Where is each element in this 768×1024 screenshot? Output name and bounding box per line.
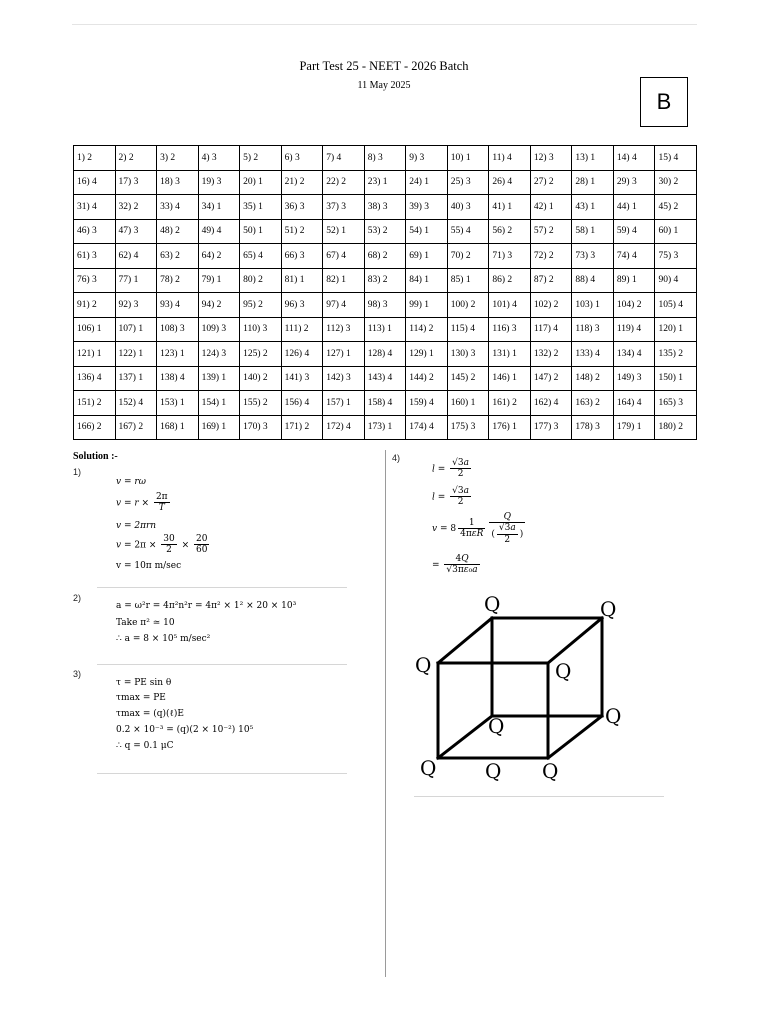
answer-cell: 171) 2	[281, 415, 323, 440]
answer-cell: 70) 2	[447, 244, 489, 269]
answer-row	[74, 219, 697, 244]
answer-cell: 97) 4	[323, 293, 365, 318]
solution-4-line: v = 8 $\frac{1}{\text{4πεR}}$ Q ( $\frac{√3a}{2}$ )	[432, 512, 524, 545]
solution-1-number: 1)	[73, 467, 82, 477]
answer-cell: 180) 2	[655, 415, 697, 440]
answer-cell: 19) 3	[198, 170, 240, 195]
answer-cell: 43) 1	[572, 195, 614, 220]
answer-cell: 67) 4	[323, 244, 365, 269]
answer-cell: 68) 2	[364, 244, 406, 269]
answer-cell: 115) 4	[447, 317, 489, 342]
answer-cell: 128) 4	[364, 342, 406, 367]
answer-row	[74, 268, 697, 293]
answer-cell: 13) 1	[572, 146, 614, 171]
answer-cell: 25) 3	[447, 170, 489, 195]
solution-4-body	[432, 458, 652, 583]
answer-cell: 49) 4	[198, 219, 240, 244]
charge-label: Q	[555, 659, 572, 683]
charge-label: Q	[488, 714, 505, 738]
solution-3-body	[116, 679, 366, 759]
answer-cell: 137) 1	[115, 366, 157, 391]
answer-cell: 41) 1	[489, 195, 531, 220]
answer-row	[74, 317, 697, 342]
solution-2-body	[116, 602, 366, 652]
answer-cell: 38) 3	[364, 195, 406, 220]
solution-2-number: 2)	[73, 593, 82, 603]
solution-3-line: τmax = PE	[116, 693, 166, 703]
cube-edge	[548, 618, 602, 663]
test-date: 11 May 2025	[357, 80, 411, 91]
answer-cell: 103) 1	[572, 293, 614, 318]
answer-cell: 47) 3	[115, 219, 157, 244]
answer-cell: 32) 2	[115, 195, 157, 220]
answer-cell: 176) 1	[489, 415, 531, 440]
charge-label: Q	[605, 704, 622, 728]
cube-charge-diagram	[410, 588, 640, 783]
answer-cell: 72) 2	[530, 244, 572, 269]
answer-cell: 18) 3	[157, 170, 199, 195]
answer-cell: 140) 2	[240, 366, 282, 391]
answer-cell: 71) 3	[489, 244, 531, 269]
answer-cell: 173) 1	[364, 415, 406, 440]
answer-cell: 167) 2	[115, 415, 157, 440]
answer-cell: 17) 3	[115, 170, 157, 195]
answer-cell: 100) 2	[447, 293, 489, 318]
answer-cell: 82) 1	[323, 268, 365, 293]
answer-cell: 160) 1	[447, 391, 489, 416]
charge-label: Q	[484, 592, 501, 616]
solution-1-line: v = 2πrn	[116, 521, 157, 531]
answer-cell: 142) 3	[323, 366, 365, 391]
solution-separator	[97, 587, 347, 588]
answer-cell: 73) 3	[572, 244, 614, 269]
solution-1-line: v = 2π × $\frac{30}{2}$ × $\frac{20}{60}$	[116, 534, 208, 556]
answer-cell: 150) 1	[655, 366, 697, 391]
charge-label: Q	[600, 597, 617, 621]
answer-cell: 39) 3	[406, 195, 448, 220]
answer-row	[74, 244, 697, 269]
answer-cell: 169) 1	[198, 415, 240, 440]
answer-cell: 77) 1	[115, 268, 157, 293]
answer-key-table	[73, 145, 697, 440]
answer-cell: 15) 4	[655, 146, 697, 171]
answer-cell: 94) 2	[198, 293, 240, 318]
answer-cell: 8) 3	[364, 146, 406, 171]
answer-cell: 138) 4	[157, 366, 199, 391]
answer-cell: 163) 2	[572, 391, 614, 416]
answer-cell: 55) 4	[447, 219, 489, 244]
charge-label: Q	[415, 653, 432, 677]
answer-cell: 66) 3	[281, 244, 323, 269]
answer-cell: 52) 1	[323, 219, 365, 244]
answer-cell: 80) 2	[240, 268, 282, 293]
answer-row	[74, 342, 697, 367]
charge-label: Q	[542, 759, 559, 783]
charge-label: Q	[420, 756, 437, 780]
answer-cell: 175) 3	[447, 415, 489, 440]
answer-cell: 147) 2	[530, 366, 572, 391]
answer-row	[74, 366, 697, 391]
answer-cell: 22) 2	[323, 170, 365, 195]
solution-1-line: v = rω	[116, 477, 146, 487]
solution-2-line: Take π² ≃ 10	[116, 618, 175, 628]
answer-cell: 151) 2	[74, 391, 116, 416]
answer-cell: 4) 3	[198, 146, 240, 171]
answer-cell: 146) 1	[489, 366, 531, 391]
answer-row	[74, 391, 697, 416]
answer-row	[74, 415, 697, 440]
answer-cell: 75) 3	[655, 244, 697, 269]
answer-row	[74, 170, 697, 195]
answer-cell: 10) 1	[447, 146, 489, 171]
answer-cell: 74) 4	[613, 244, 655, 269]
answer-cell: 78) 2	[157, 268, 199, 293]
answer-cell: 117) 4	[530, 317, 572, 342]
answer-cell: 83) 2	[364, 268, 406, 293]
answer-cell: 134) 4	[613, 342, 655, 367]
answer-cell: 9) 3	[406, 146, 448, 171]
answer-cell: 135) 2	[655, 342, 697, 367]
answer-cell: 102) 2	[530, 293, 572, 318]
solution-3-line: ∴ q = 0.1 μC	[116, 741, 174, 751]
cube-edge	[438, 618, 492, 663]
solution-separator	[97, 773, 347, 774]
answer-cell: 165) 3	[655, 391, 697, 416]
answer-cell: 104) 2	[613, 293, 655, 318]
answer-cell: 50) 1	[240, 219, 282, 244]
answer-cell: 112) 3	[323, 317, 365, 342]
answer-cell: 130) 3	[447, 342, 489, 367]
answer-cell: 65) 4	[240, 244, 282, 269]
answer-cell: 156) 4	[281, 391, 323, 416]
answer-cell: 56) 2	[489, 219, 531, 244]
answer-cell: 164) 4	[613, 391, 655, 416]
solution-1-line: v = 10π m/sec	[116, 561, 182, 571]
answer-cell: 26) 4	[489, 170, 531, 195]
answer-cell: 123) 1	[157, 342, 199, 367]
answer-cell: 139) 1	[198, 366, 240, 391]
answer-cell: 172) 4	[323, 415, 365, 440]
answer-cell: 12) 3	[530, 146, 572, 171]
answer-cell: 157) 1	[323, 391, 365, 416]
answer-cell: 154) 1	[198, 391, 240, 416]
answer-cell: 14) 4	[613, 146, 655, 171]
answer-cell: 92) 3	[115, 293, 157, 318]
answer-cell: 62) 4	[115, 244, 157, 269]
answer-cell: 133) 4	[572, 342, 614, 367]
answer-cell: 85) 1	[447, 268, 489, 293]
answer-cell: 46) 3	[74, 219, 116, 244]
answer-row	[74, 195, 697, 220]
solution-heading: Solution :-	[73, 451, 118, 462]
answer-cell: 96) 3	[281, 293, 323, 318]
answer-cell: 110) 3	[240, 317, 282, 342]
solution-1-body	[116, 476, 366, 576]
answer-cell: 64) 2	[198, 244, 240, 269]
answer-cell: 48) 2	[157, 219, 199, 244]
answer-cell: 24) 1	[406, 170, 448, 195]
answer-cell: 159) 4	[406, 391, 448, 416]
answer-cell: 29) 3	[613, 170, 655, 195]
answer-cell: 81) 1	[281, 268, 323, 293]
answer-cell: 36) 3	[281, 195, 323, 220]
answer-cell: 95) 2	[240, 293, 282, 318]
answer-cell: 131) 1	[489, 342, 531, 367]
answer-cell: 88) 4	[572, 268, 614, 293]
answer-cell: 37) 3	[323, 195, 365, 220]
set-code-box	[640, 77, 688, 127]
answer-cell: 40) 3	[447, 195, 489, 220]
solution-2-line: ∴ a = 8 × 10⁵ m/sec²	[116, 634, 211, 644]
solution-4-number: 4)	[392, 453, 401, 463]
charge-label: Q	[485, 759, 502, 783]
answer-cell: 177) 3	[530, 415, 572, 440]
solution-3-line: τmax = (q)(ℓ)E	[116, 709, 184, 719]
answer-cell: 106) 1	[74, 317, 116, 342]
solution-4-line: = $\frac{4Q}{\text{√3πε₀a}}$	[432, 554, 478, 576]
answer-cell: 152) 4	[115, 391, 157, 416]
answer-cell: 143) 4	[364, 366, 406, 391]
answer-cell: 34) 1	[198, 195, 240, 220]
answer-cell: 166) 2	[74, 415, 116, 440]
answer-cell: 122) 1	[115, 342, 157, 367]
answer-cell: 6) 3	[281, 146, 323, 171]
answer-cell: 111) 2	[281, 317, 323, 342]
answer-cell: 99) 1	[406, 293, 448, 318]
answer-cell: 60) 1	[655, 219, 697, 244]
set-code: B	[656, 89, 672, 114]
answer-cell: 57) 2	[530, 219, 572, 244]
solution-1-line: v = r × $\frac{2\pi}{T}$	[116, 492, 168, 514]
answer-cell: 158) 4	[364, 391, 406, 416]
answer-cell: 91) 2	[74, 293, 116, 318]
answer-cell: 105) 4	[655, 293, 697, 318]
answer-cell: 116) 3	[489, 317, 531, 342]
answer-cell: 1) 2	[74, 146, 116, 171]
answer-cell: 84) 1	[406, 268, 448, 293]
answer-cell: 127) 1	[323, 342, 365, 367]
answer-cell: 89) 1	[613, 268, 655, 293]
column-divider	[385, 450, 386, 977]
answer-cell: 119) 4	[613, 317, 655, 342]
solution-3-number: 3)	[73, 669, 82, 679]
answer-cell: 2) 2	[115, 146, 157, 171]
answer-cell: 98) 3	[364, 293, 406, 318]
answer-cell: 33) 4	[157, 195, 199, 220]
answer-cell: 118) 3	[572, 317, 614, 342]
answer-cell: 145) 2	[447, 366, 489, 391]
page-title: Part Test 25 - NEET - 2026 Batch	[299, 59, 469, 73]
answer-cell: 61) 3	[74, 244, 116, 269]
answer-cell: 7) 4	[323, 146, 365, 171]
solution-2-line: a = ω²r = 4π²n²r = 4π² × 1² × 20 × 10³	[116, 601, 297, 611]
answer-cell: 58) 1	[572, 219, 614, 244]
cube-edge	[548, 716, 602, 758]
answer-cell: 132) 2	[530, 342, 572, 367]
answer-cell: 93) 4	[157, 293, 199, 318]
answer-cell: 125) 2	[240, 342, 282, 367]
answer-cell: 27) 2	[530, 170, 572, 195]
answer-cell: 76) 3	[74, 268, 116, 293]
cube-edge	[438, 716, 492, 758]
answer-cell: 114) 2	[406, 317, 448, 342]
solution-separator	[414, 796, 664, 797]
answer-cell: 86) 2	[489, 268, 531, 293]
answer-cell: 141) 3	[281, 366, 323, 391]
answer-cell: 124) 3	[198, 342, 240, 367]
answer-cell: 87) 2	[530, 268, 572, 293]
answer-row	[74, 146, 697, 171]
answer-cell: 63) 2	[157, 244, 199, 269]
answer-cell: 45) 2	[655, 195, 697, 220]
answer-cell: 113) 1	[364, 317, 406, 342]
answer-cell: 5) 2	[240, 146, 282, 171]
answer-cell: 30) 2	[655, 170, 697, 195]
answer-cell: 121) 1	[74, 342, 116, 367]
answer-cell: 21) 2	[281, 170, 323, 195]
answer-cell: 59) 4	[613, 219, 655, 244]
solution-3-line: τ = PE sin θ	[116, 678, 172, 688]
answer-cell: 109) 3	[198, 317, 240, 342]
answer-cell: 120) 1	[655, 317, 697, 342]
solution-4-line: l = $\frac{√3a}{2}$	[432, 486, 469, 508]
answer-cell: 155) 2	[240, 391, 282, 416]
answer-cell: 3) 2	[157, 146, 199, 171]
answer-cell: 23) 1	[364, 170, 406, 195]
answer-cell: 44) 1	[613, 195, 655, 220]
answer-cell: 101) 4	[489, 293, 531, 318]
answer-cell: 126) 4	[281, 342, 323, 367]
answer-cell: 42) 1	[530, 195, 572, 220]
answer-cell: 149) 3	[613, 366, 655, 391]
answer-cell: 148) 2	[572, 366, 614, 391]
answer-cell: 16) 4	[74, 170, 116, 195]
answer-cell: 168) 1	[157, 415, 199, 440]
answer-cell: 51) 2	[281, 219, 323, 244]
solution-3-line: 0.2 × 10⁻³ = (q)(2 × 10⁻²) 10⁵	[116, 725, 254, 735]
answer-cell: 90) 4	[655, 268, 697, 293]
answer-cell: 162) 4	[530, 391, 572, 416]
answer-cell: 136) 4	[74, 366, 116, 391]
solution-separator	[97, 664, 347, 665]
answer-cell: 170) 3	[240, 415, 282, 440]
answer-cell: 20) 1	[240, 170, 282, 195]
answer-cell: 108) 3	[157, 317, 199, 342]
answer-cell: 28) 1	[572, 170, 614, 195]
solution-4-line: l = $\frac{√3a}{2}$	[432, 458, 469, 480]
answer-cell: 178) 3	[572, 415, 614, 440]
answer-cell: 153) 1	[157, 391, 199, 416]
answer-row	[74, 293, 697, 318]
answer-cell: 35) 1	[240, 195, 282, 220]
answer-cell: 144) 2	[406, 366, 448, 391]
answer-cell: 107) 1	[115, 317, 157, 342]
answer-cell: 11) 4	[489, 146, 531, 171]
answer-cell: 54) 1	[406, 219, 448, 244]
answer-cell: 179) 1	[613, 415, 655, 440]
answer-cell: 69) 1	[406, 244, 448, 269]
answer-cell: 53) 2	[364, 219, 406, 244]
top-divider	[72, 24, 697, 25]
answer-cell: 129) 1	[406, 342, 448, 367]
answer-cell: 174) 4	[406, 415, 448, 440]
answer-cell: 79) 1	[198, 268, 240, 293]
answer-cell: 161) 2	[489, 391, 531, 416]
answer-cell: 31) 4	[74, 195, 116, 220]
